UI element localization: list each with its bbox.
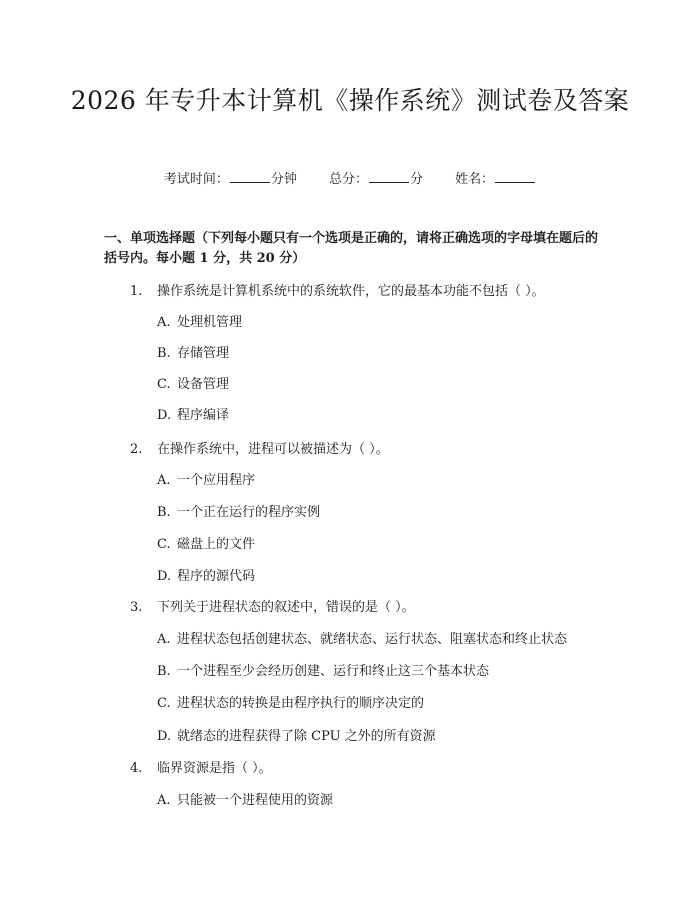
option-text: 只能被一个进程使用的资源 <box>177 793 334 808</box>
question-text: 下列关于进程状态的叙述中，错误的是（ ）。 <box>157 600 415 615</box>
option-text: 程序编译 <box>177 408 230 423</box>
section-heading: 一、单项选择题（下列每小题只有一个选项是正确的，请将正确选项的字母填在题后的括号内。每小题 1 分，共 20 分） <box>104 231 599 266</box>
option-text: 进程状态的转换是由程序执行的顺序决定的 <box>177 696 425 711</box>
student-name-label: 姓名： <box>455 172 495 187</box>
question-text: 操作系统是计算机系统中的系统软件，它的最基本功能不包括（ ）。 <box>157 284 545 299</box>
option-letter: C. <box>157 537 171 552</box>
total-score-field <box>329 168 423 187</box>
option-letter: B. <box>157 505 171 520</box>
option-text: 一个正在运行的程序实例 <box>177 505 321 520</box>
option-item <box>157 631 567 649</box>
option-item <box>157 314 242 332</box>
question-number: 2. <box>130 442 143 457</box>
student-name-field <box>455 168 536 187</box>
option-letter: D. <box>157 729 172 744</box>
option-text: 进程状态包括创建状态、就绪状态、运行状态、阻塞状态和终止状态 <box>177 632 568 647</box>
option-item <box>157 663 489 681</box>
option-item <box>157 376 229 394</box>
question-number: 4. <box>130 761 143 776</box>
exam-time-unit: 分钟 <box>270 172 297 187</box>
exam-info-line <box>0 168 700 187</box>
option-letter: B. <box>157 346 171 361</box>
option-letter: A. <box>157 632 171 647</box>
option-letter: A. <box>157 473 171 488</box>
option-item <box>157 695 424 713</box>
total-score-unit: 分 <box>410 172 424 187</box>
question-text: 临界资源是指（ ）。 <box>157 761 272 776</box>
total-score-blank <box>369 170 409 183</box>
total-score-label: 总分： <box>328 172 368 187</box>
option-text: 磁盘上的文件 <box>177 537 256 552</box>
option-item <box>157 407 229 425</box>
exam-time-field <box>164 168 297 187</box>
exam-time-label: 考试时间： <box>163 172 229 187</box>
option-text: 一个应用程序 <box>177 473 256 488</box>
option-letter: D. <box>157 408 172 423</box>
option-item <box>157 728 436 746</box>
question-number: 3. <box>130 600 143 615</box>
option-letter: A. <box>157 793 171 808</box>
option-item <box>157 792 333 810</box>
exam-time-blank <box>230 170 270 183</box>
option-text: 设备管理 <box>177 377 230 392</box>
option-text: 一个进程至少会经历创建、运行和终止这三个基本状态 <box>177 664 490 679</box>
question-text: 在操作系统中，进程可以被描述为（ ）。 <box>157 442 389 457</box>
option-item <box>157 504 320 522</box>
student-name-blank <box>495 170 535 183</box>
option-letter: B. <box>157 664 171 679</box>
option-item <box>157 536 255 554</box>
option-text: 处理机管理 <box>177 315 243 330</box>
option-item <box>157 345 229 363</box>
option-item <box>157 568 255 586</box>
option-letter: C. <box>157 696 171 711</box>
option-text: 就绪态的进程获得了除 CPU 之外的所有资源 <box>177 729 436 744</box>
document-title: 2026 年专升本计算机《操作系统》测试卷及答案 <box>70 86 630 115</box>
option-text: 存储管理 <box>177 346 230 361</box>
question-number: 1. <box>130 284 143 299</box>
option-letter: A. <box>157 315 171 330</box>
option-item <box>157 472 255 490</box>
option-letter: C. <box>157 377 171 392</box>
option-text: 程序的源代码 <box>177 569 256 584</box>
option-letter: D. <box>157 569 172 584</box>
